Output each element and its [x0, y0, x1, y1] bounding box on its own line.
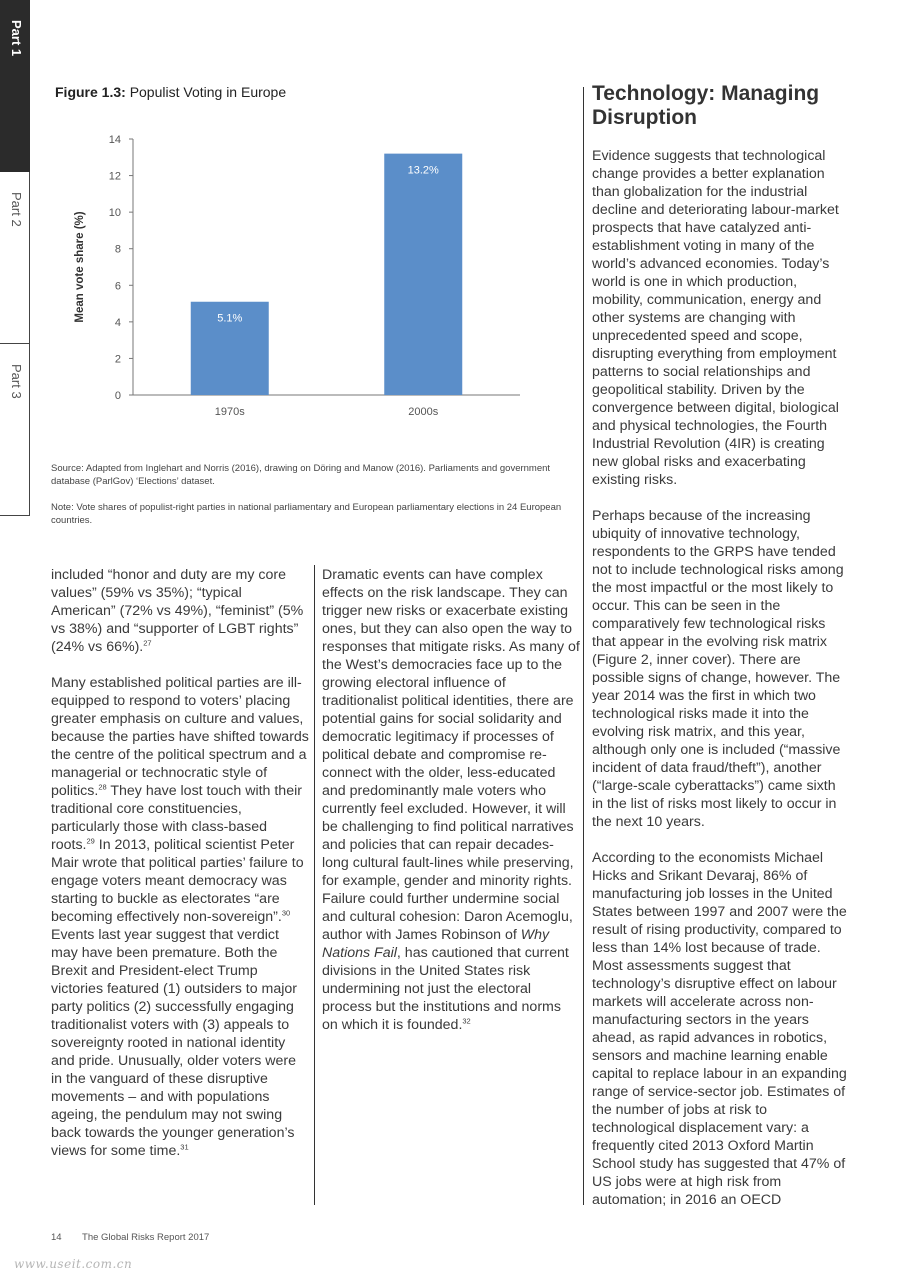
text: Events last year suggest that verdict may have been premature. Both the Brexit and President-elect Trump victories featured (1) outsiders to major party politics (2) successfully engaging traditionalist voters with (3) appeals to sovereignty rooted in national identity and pride. Unusually, older voters were in the vanguard of these disruptive movements – and with populations ageing, the pendulum may not swing back towards the younger generation’s views for some time.: [51, 927, 298, 1159]
source-text: Adapted from Inglehart and Norris (2016), drawing on Döring and Manow (2016). Parliaments and government database (ParlGov) ‘Elections’ dataset.: [51, 463, 551, 487]
source-label: Source:: [51, 463, 84, 474]
figure-label: Figure 1.3:: [55, 84, 126, 100]
y-tick-label: 10: [108, 207, 121, 220]
text: Dramatic events can have complex effects on the risk landscape. They can trigger new risks or exacerbate existing ones, but they can also open the way to responses that mitigate risks. As many of the West’s democracies face up to the growing electoral influence of traditionalist political identities, there are potential gains for social solidarity and democratic legitimacy if processes of political debate and compromise re-connect with the older, less-educated and predominantly male voters who currently feel excluded. However, it will be challenging to find political narratives and policies that can repair decades-long cultural fault-lines while preserving, for example, gender and minority rights. Failure could further undermine social and cultural cohesion: Daron Acemoglu, author with James Robinson of: [322, 567, 580, 943]
paragraph: According to the economists Michael Hicks and Srikant Devaraj, 86% of manufacturing job losses in the United States between 1997 and 2007 were the result of rising productivity, compared to less than 14% lost because of trade. Most assessments suggest that technology’s disruptive effect on labour markets will accelerate across non-manufacturing sectors in the years ahead, as rapid advances in robotics, sensors and machine learning enable capital to replace labour in an expanding range of service-sector job. Estimates of the number of jobs at risk to technological displacement vary: a frequently cited 2013 Oxford Martin School study has suggested that 47% of US jobs were at high risk from automation; in 2016 an OECD: [592, 850, 847, 1208]
book-title: Why Nations Fail: [322, 927, 550, 961]
footnote-ref: 28: [98, 782, 107, 792]
y-tick-label: 6: [114, 280, 121, 293]
y-tick-label: 12: [108, 170, 121, 183]
watermark: www.useit.com.cn: [14, 1257, 133, 1271]
tab-part-2[interactable]: [0, 172, 30, 344]
footnote-ref: 30: [281, 908, 291, 918]
body-column-1: [51, 566, 309, 1178]
column-divider: [583, 87, 584, 1205]
x-tick-label: 1970s: [214, 406, 245, 418]
body-column-3: [592, 147, 850, 1227]
bar: [384, 154, 462, 395]
x-tick-label: 2000s: [408, 406, 439, 418]
page-footer: [51, 1232, 209, 1243]
footnote-ref: 32: [462, 1016, 471, 1026]
text: Many established political parties are ill-equipped to respond to voters’ placing greater emphasis on culture and values, because the parties have shifted towards the centre of the political spectrum and a managerial or technocratic style of politics.: [51, 675, 309, 799]
y-tick-label: 8: [114, 243, 121, 256]
tab-part-3-label: Part 3: [9, 364, 24, 399]
y-tick-label: 4: [114, 316, 121, 329]
paragraph: [51, 674, 309, 1160]
figure-title-text: Populist Voting in Europe: [129, 84, 287, 100]
section-heading: Technology: Managing Disruption: [592, 82, 820, 129]
paragraph: [51, 566, 309, 656]
text: In 2013, political scientist Peter Mair wrote that political parties’ failure to engage voters meant democracy was starting to buckle as electorates “are becoming effectively non-sovereign”.: [51, 837, 304, 925]
figure-note: [51, 502, 571, 527]
footnote-ref: 29: [86, 836, 95, 846]
data-label: 5.1%: [217, 312, 243, 325]
tab-part-1[interactable]: [0, 0, 30, 172]
text: included “honor and duty are my core values” (59% vs 35%); “typical American” (72% vs 49%), “feminist” (5% vs 38%) and “supporter of LGBT rights” (24% vs 66%).: [51, 567, 304, 655]
report-title: The Global Risks Report 2017: [82, 1232, 210, 1243]
text: , has cautioned that current divisions in the United States risk undermining not just the electoral process but the institutions and norms on which it is founded.: [322, 945, 569, 1033]
note-label: Note:: [51, 502, 74, 513]
y-tick-label: 2: [114, 353, 121, 366]
tab-part-1-label: Part 1: [9, 20, 24, 57]
note-text: Vote shares of populist-right parties in national parliamentary and European parliamentary elections in 24 European countries.: [51, 502, 562, 526]
figure-title: [55, 84, 286, 100]
bar-chart: [55, 125, 535, 425]
body-column-2: [322, 566, 580, 1052]
y-tick-label: 14: [108, 134, 121, 146]
y-axis-label: Mean vote share (%): [74, 211, 86, 323]
paragraph: [322, 566, 580, 1034]
tab-part-2-label: Part 2: [9, 192, 24, 227]
y-tick-label: 0: [114, 390, 121, 402]
column-divider: [314, 565, 315, 1205]
paragraph: Perhaps because of the increasing ubiquity of innovative technology, respondents to the GRPS have tended not to include technological risks among the most impactful or the most likely to occur. This can be seen in the comparatively few technological risks that appear in the evolving risk matrix (Figure 2, inner cover). There are possible signs of change, however. The year 2014 was the first in which two technological risks made it into the evolving risk matrix, and this year, although only one is included (“massive incident of data fraud/theft”), another (“large-scale cyberattacks”) came sixth in the list of risks most likely to occur in the next 10 years.: [592, 508, 844, 830]
footnote-ref: 31: [180, 1142, 189, 1152]
text: They have lost touch with their traditional core constituencies, particularly those with class-based roots.: [51, 783, 302, 853]
tab-part-3[interactable]: [0, 344, 30, 516]
data-label: 13.2%: [407, 164, 439, 177]
page-number: 14: [51, 1232, 62, 1243]
figure-source: [51, 463, 571, 488]
paragraph: Evidence suggests that technological change provides a better explanation than globalization for the industrial decline and deteriorating labour-market prospects that have catalyzed anti-establishment voting in many of the world’s advanced economies. Today’s world is one in which production, mobility, communication, energy and other systems are changing with unprecedented speed and scope, disrupting everything from employment patterns to social relationships and geopolitical stability. Driven by the convergence between digital, biological and physical technologies, the Fourth Industrial Revolution (4IR) is creating new global risks and exacerbating existing risks.: [592, 148, 839, 488]
footnote-ref: 27: [143, 638, 152, 648]
